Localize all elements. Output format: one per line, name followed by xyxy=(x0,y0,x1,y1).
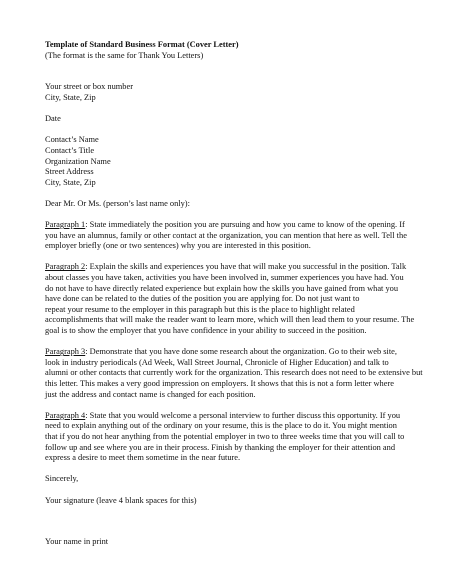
signature-note: Your signature (leave 4 blank spaces for this) xyxy=(45,495,197,505)
paragraph-text: this letter. This makes a very good impression on employers. It shows that this is not a form letter where xyxy=(45,379,394,388)
paragraph-text: : Demonstrate that you have done some research about the organization. Go to their web site, xyxy=(85,347,397,357)
sender-address xyxy=(45,82,450,103)
paragraph-text: goal is to show the employer that you have confidence in your ability to succeed in the position. xyxy=(45,326,367,336)
sender-address-line: Your street or box number xyxy=(45,82,134,92)
paragraph-3 xyxy=(45,347,450,400)
paragraph-text: alumni or other contacts that currently work for the organization. This research does not need to be extensive but xyxy=(45,368,423,378)
sender-address-line: City, State, Zip xyxy=(45,92,96,102)
letter-content xyxy=(45,40,450,548)
paragraph-4 xyxy=(45,411,450,464)
paragraph-text: that if you do not hear anything from the potential employer in two to three weeks time that you will call to xyxy=(45,431,405,441)
recipient-line: City, State, Zip xyxy=(45,177,96,187)
paragraph-text: accomplishments that will make the reader want to learn more, which will then lead them to your resume. The xyxy=(45,315,415,325)
paragraph-label: Paragraph 1 xyxy=(45,220,86,230)
recipient-line: Street Address xyxy=(45,167,94,177)
date-label: Date xyxy=(45,114,61,124)
name-in-print: Your name in print xyxy=(45,537,109,547)
paragraph-text: : State immediately the position you are pursuing and how you came to know of the opening. If xyxy=(85,220,405,230)
document-subtitle: (The format is the same for Thank You Letters) xyxy=(45,50,204,60)
paragraph-label: Paragraph 3 xyxy=(45,347,86,357)
recipient-address xyxy=(45,135,450,188)
paragraph-text: : State that you would welcome a personal interview to further discuss this opportunity. If you xyxy=(85,410,401,420)
paragraph-text: employer briefly (one or two sentences) why you are interested in this position. xyxy=(45,241,311,251)
paragraph-text: you have an alumnus, family or other contact at the organization, you can mention that here as well. Tell the xyxy=(45,230,407,240)
recipient-line: Contact’s Name xyxy=(45,135,99,145)
paragraph-text: have done can be related to the duties of the position you are applying for. Do not just want to xyxy=(45,294,360,304)
salutation: Dear Mr. Or Ms. (person’s last name only): xyxy=(45,198,190,208)
paragraph-2 xyxy=(45,262,450,336)
paragraph-label: Paragraph 2 xyxy=(45,262,86,272)
paragraph-text: : Explain the skills and experiences you have that will make you successful in the position. Talk xyxy=(85,262,407,272)
closing: Sincerely, xyxy=(45,474,79,484)
paragraph-text: repeat your resume to the employer in this paragraph but this is the place to highlight related xyxy=(45,304,355,314)
paragraph-text: look in industry periodicals (Ad Week, Wall Street Journal, Chronicle of Higher Education) and talk to xyxy=(45,357,389,367)
paragraph-text: need to explain anything out of the ordinary on your resume, this is the place to do it. You might mention xyxy=(45,421,397,431)
document-title: Template of Standard Business Format (Cover Letter) xyxy=(45,40,239,49)
paragraph-text: follow up and see where you are in their process. Finish by thanking the employer for their attention and xyxy=(45,442,396,452)
paragraph-text: just the address and contact name is changed for each position. xyxy=(45,389,256,399)
paragraph-label: Paragraph 4 xyxy=(45,410,86,420)
paragraph-text: express a desire to meet them sometime in the near future. xyxy=(45,453,241,463)
paragraph-text: about classes you have taken, activities you have been involved in, summer experiences you have had. You xyxy=(45,273,404,283)
recipient-line: Organization Name xyxy=(45,156,111,166)
paragraph-1 xyxy=(45,220,450,252)
recipient-line: Contact’s Title xyxy=(45,145,95,155)
paragraph-text: do not have to have directly related experience but explain how the skills you have gained from what you xyxy=(45,283,399,293)
